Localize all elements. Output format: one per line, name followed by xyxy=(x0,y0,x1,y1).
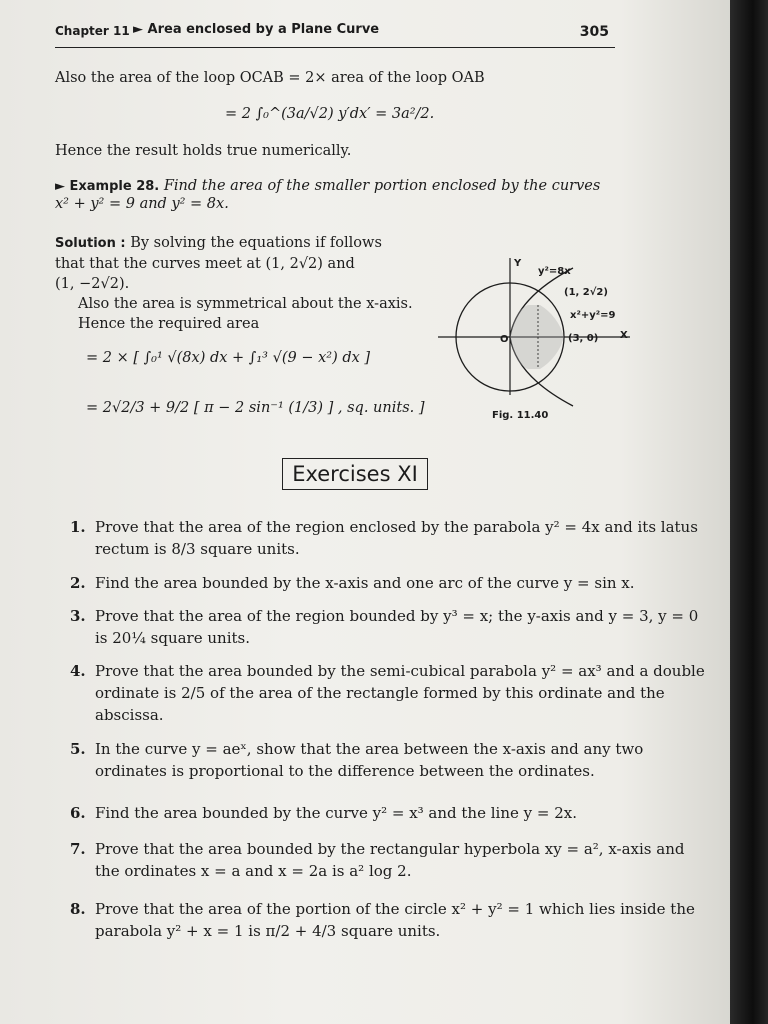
origin-label: O xyxy=(500,334,509,345)
exercise-text: Find the area bounded by the x-axis and one arc of the curve y = sin x. xyxy=(95,574,635,592)
solution-text-4: Also the area is symmetrical about the x-axis. xyxy=(78,296,413,312)
exercise-number: 6. xyxy=(70,804,86,822)
figure-caption: Fig. 11.40 xyxy=(492,410,549,421)
intro-line: Also the area of the loop OCAB = 2× area of the loop OAB xyxy=(55,70,485,86)
exercises-title: Exercises XI xyxy=(282,458,428,490)
point-label-x: (3, 0) xyxy=(568,333,599,344)
solution-text-2: that that the curves meet at (1, 2√2) and xyxy=(55,256,355,272)
chapter-title: ► Area enclosed by a Plane Curve xyxy=(133,22,380,37)
exercise-number: 2. xyxy=(70,574,86,592)
solution-text-3: (1, −2√2). xyxy=(55,276,130,292)
y-axis-label: Y xyxy=(514,258,522,269)
exercise-number: 3. xyxy=(70,607,86,625)
page-edge-shadow xyxy=(730,0,768,1024)
x-axis-label: X xyxy=(620,330,628,341)
circle-label: x²+y²=9 xyxy=(570,310,616,321)
exercise-text: In the curve y = aeˣ, show that the area between the x-axis and any two ordinates is proportional to the difference between the ordinates. xyxy=(95,740,644,780)
page-number: 305 xyxy=(579,24,609,40)
example-statement-2: x² + y² = 9 and y² = 8x. xyxy=(55,196,229,212)
solution-integral: = 2 × [ ∫₀¹ √(8x) dx + ∫₁³ √(9 − x²) dx ] xyxy=(86,350,371,366)
intro-conclusion: Hence the result holds true numerically. xyxy=(55,143,352,159)
point-label-top: (1, 2√2) xyxy=(564,287,608,298)
solution-line-1 xyxy=(55,235,382,251)
exercise-text: Prove that the area of the region bounded by y³ = x; the y-axis and y = 3, y = 0 is 20¼ square units. xyxy=(95,607,699,647)
exercise-text: Prove that the area of the portion of the circle x² + y² = 1 which lies inside the parabola y² + x = 1 is π/2 + 4/3 square units. xyxy=(95,900,695,940)
exercise-text: Find the area bounded by the curve y² = x³ and the line y = 2x. xyxy=(95,804,577,822)
exercise-number: 1. xyxy=(70,518,86,536)
page-header xyxy=(55,22,615,48)
exercise-number: 4. xyxy=(70,662,86,680)
example-statement: Find the area of the smaller portion enclosed by the curves xyxy=(163,178,601,194)
solution-label: Solution : xyxy=(55,236,126,251)
solution-text-1: By solving the equations if follows xyxy=(130,235,382,251)
example-heading xyxy=(55,178,600,194)
intro-equation: = 2 ∫₀^(3a/√2) y′dx′ = 3a²/2. xyxy=(225,106,435,122)
figure-11-40 xyxy=(430,250,640,430)
solution-text-5: Hence the required area xyxy=(78,316,260,332)
shaded-region xyxy=(510,305,564,369)
exercise-text: Prove that the area of the region enclosed by the parabola y² = 4x and its latus rectum is 8/3 square units. xyxy=(95,518,698,558)
exercise-text: Prove that the area bounded by the semi-cubical parabola y² = ax³ and a double ordinate is 2/5 of the area of the rectangle formed by this ordinate and the abscissa. xyxy=(95,662,705,724)
example-label: ► Example 28. xyxy=(55,179,160,194)
parabola-label: y²=8x xyxy=(538,266,571,277)
exercise-number: 8. xyxy=(70,900,86,918)
exercise-number: 5. xyxy=(70,740,86,758)
chapter-label: Chapter 11 xyxy=(55,24,130,38)
solution-result: = 2√2/3 + 9/2 [ π − 2 sin⁻¹ (1/3) ] , sq. units. ] xyxy=(86,400,425,416)
exercise-number: 7. xyxy=(70,840,86,858)
exercise-text: Prove that the area bounded by the rectangular hyperbola xy = a², x-axis and the ordinates x = a and x = 2a is a² log 2. xyxy=(95,840,685,880)
